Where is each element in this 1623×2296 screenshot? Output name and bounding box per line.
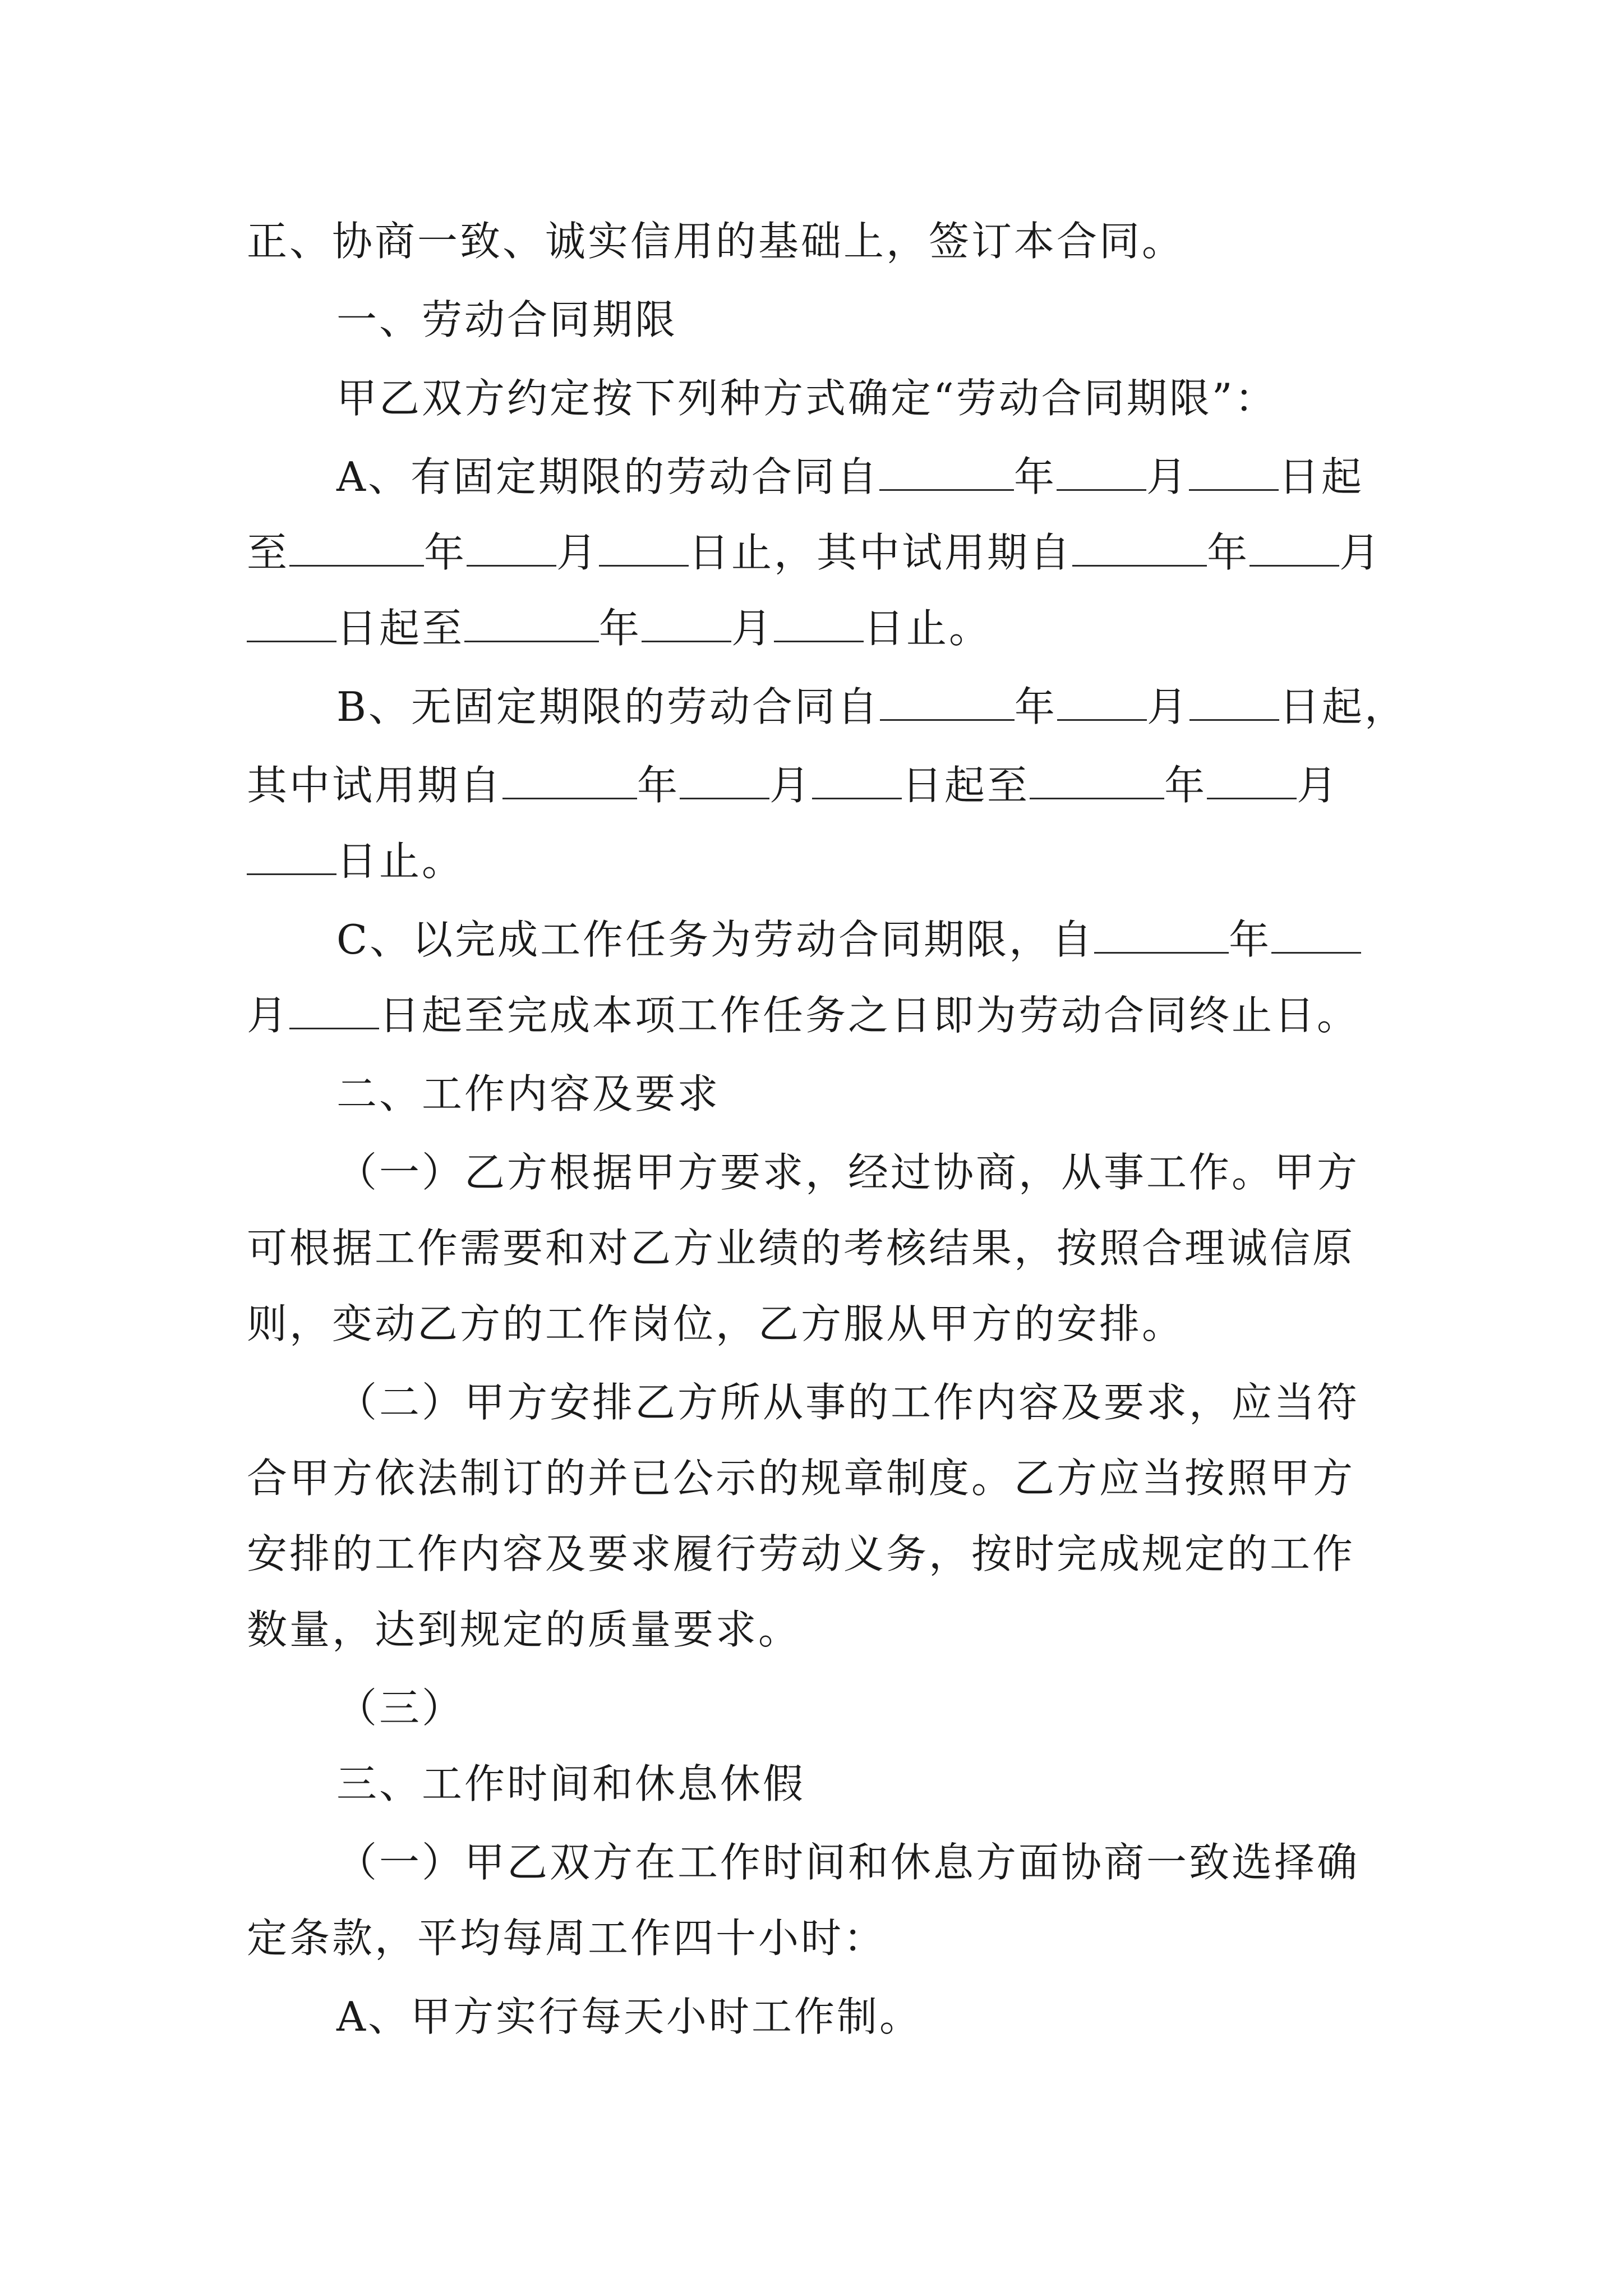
line-text: 日起至完成本项工作任务之日即为劳动合同终止日。	[379, 992, 1360, 1039]
fill-blank[interactable]	[1057, 715, 1147, 721]
line-text: 年	[637, 762, 680, 809]
line-text: 年	[1229, 916, 1272, 963]
line-text: 数量，达到规定的质量要求。	[247, 1606, 801, 1653]
paragraph-line	[336, 1674, 464, 1742]
line-text: 年	[599, 605, 642, 652]
line-text: 年	[1207, 529, 1250, 576]
fill-blank[interactable]	[1249, 560, 1339, 567]
line-text: 月	[1146, 683, 1189, 730]
section-heading-work	[336, 1060, 720, 1128]
option-b-line	[247, 752, 1339, 819]
line-text: 月	[731, 605, 774, 652]
line-text: （三）	[336, 1685, 465, 1732]
line-text: 年	[1014, 683, 1057, 730]
line-text: 日起	[1279, 453, 1364, 500]
line-text: （一）甲乙双方在工作时间和休息方面协商一致选择确	[336, 1839, 1360, 1886]
line-text: 月	[1339, 529, 1382, 576]
line-text: B、无固定期限的劳动合同自	[336, 683, 880, 730]
fill-blank[interactable]	[247, 869, 336, 875]
fill-blank[interactable]	[502, 793, 637, 799]
fill-blank[interactable]	[812, 793, 902, 799]
line-text: A、有固定期限的劳动合同自	[336, 453, 879, 500]
fill-blank[interactable]	[642, 636, 731, 642]
fill-blank[interactable]	[464, 636, 599, 642]
line-text: 甲乙双方约定按下列种方式确定“劳动合同期限”：	[336, 375, 1278, 422]
line-text: 则，变动乙方的工作岗位，乙方服从甲方的安排。	[247, 1300, 1185, 1347]
option-b-line	[247, 827, 464, 895]
line-text: 定条款，平均每周工作四十小时：	[247, 1915, 887, 1962]
fill-blank[interactable]	[1189, 715, 1279, 721]
option-a-line	[247, 519, 1382, 586]
paragraph-line	[336, 365, 1278, 432]
paragraph-line	[247, 1444, 1355, 1512]
paragraph-line	[247, 1904, 886, 1972]
option-c-line	[247, 982, 1359, 1049]
line-text: 至	[247, 529, 290, 576]
paragraph-line	[247, 1214, 1355, 1282]
line-text: 其中试用期自	[247, 762, 503, 809]
line-text: 月	[769, 762, 813, 809]
fill-blank[interactable]	[1030, 793, 1164, 799]
paragraph-line	[336, 1983, 922, 2050]
fill-blank[interactable]	[879, 485, 1014, 491]
option-a-line	[247, 595, 992, 662]
fill-blank[interactable]	[1057, 485, 1146, 491]
line-text: 合甲方依法制订的并已公示的规章制度。乙方应当按照甲方	[247, 1455, 1355, 1502]
paragraph-line	[336, 1139, 1359, 1206]
line-text: 月	[556, 529, 600, 576]
line-text: 可根据工作需要和对乙方业绩的考核结果，按照合理诚信原	[247, 1225, 1355, 1272]
fill-blank[interactable]	[467, 560, 556, 567]
fill-blank[interactable]	[247, 636, 336, 642]
line-text: 日止。	[336, 838, 465, 885]
line-text: 正、协商一致、诚实信用的基础上，签订本合同。	[247, 218, 1185, 265]
line-text: 日起，	[1279, 683, 1407, 730]
line-text: 月	[247, 992, 290, 1039]
paragraph-line	[336, 1829, 1359, 1896]
section-heading-hours	[336, 1750, 805, 1818]
line-text: 安排的工作内容及要求履行劳动义务，按时完成规定的工作	[247, 1530, 1355, 1577]
heading-text: 三、工作时间和休息休假	[336, 1760, 806, 1807]
section-heading-term	[336, 286, 677, 353]
line-text: A、甲方实行每天小时工作制。	[336, 1993, 922, 2040]
heading-text: 二、工作内容及要求	[336, 1070, 721, 1117]
fill-blank[interactable]	[774, 636, 864, 642]
line-text: 日起至	[336, 605, 465, 652]
line-text: 年	[1014, 453, 1057, 500]
option-c-line	[336, 906, 1361, 973]
paragraph-line	[247, 1520, 1355, 1588]
fill-blank[interactable]	[1189, 485, 1279, 491]
fill-blank[interactable]	[1094, 947, 1229, 954]
fill-blank[interactable]	[680, 793, 769, 799]
fill-blank[interactable]	[880, 715, 1015, 721]
option-b-line	[336, 673, 1407, 740]
line-text: （二）甲方安排乙方所从事的工作内容及要求，应当符	[336, 1379, 1360, 1426]
paragraph-line	[247, 208, 1184, 275]
paragraph-line	[247, 1290, 1184, 1358]
line-text: 月	[1146, 453, 1189, 500]
line-text: 月	[1297, 762, 1340, 809]
fill-blank[interactable]	[1271, 947, 1361, 954]
line-text: 日起至	[902, 762, 1030, 809]
line-text: 日止，其中试用期自	[689, 529, 1073, 576]
line-text: 日止。	[864, 605, 992, 652]
paragraph-line	[336, 1369, 1359, 1436]
heading-text: 一、劳动合同期限	[336, 296, 678, 343]
line-text: 年	[424, 529, 467, 576]
line-text: （一）乙方根据甲方要求，经过协商，从事工作。甲方	[336, 1149, 1360, 1196]
fill-blank[interactable]	[1207, 793, 1297, 799]
fill-blank[interactable]	[599, 560, 689, 567]
line-text: C、以完成工作任务为劳动合同期限，自	[336, 916, 1095, 963]
fill-blank[interactable]	[289, 1023, 379, 1029]
line-text: 年	[1164, 762, 1207, 809]
fill-blank[interactable]	[1072, 560, 1207, 567]
option-a-line	[336, 443, 1364, 510]
fill-blank[interactable]	[289, 560, 424, 567]
paragraph-line	[247, 1596, 801, 1663]
